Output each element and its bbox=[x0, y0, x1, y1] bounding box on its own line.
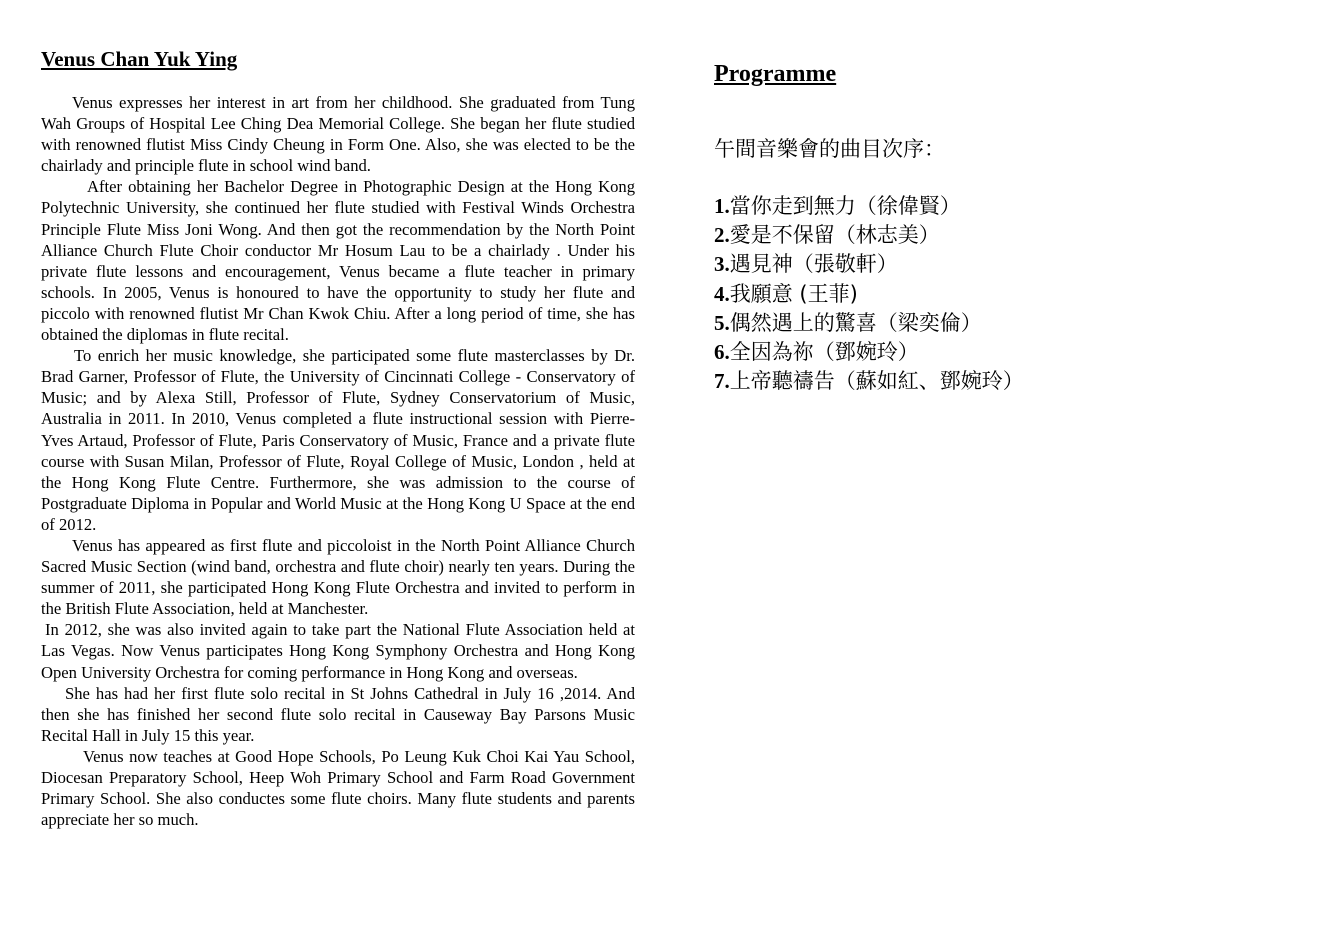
item-title: 我願意 (王菲) bbox=[729, 281, 858, 306]
item-title: 愛是不保留（林志美） bbox=[729, 223, 940, 248]
programme-item bbox=[714, 309, 1314, 338]
biography-section bbox=[41, 44, 635, 830]
item-number: 4. bbox=[714, 281, 730, 306]
bio-paragraph-2: After obtaining her Bachelor Degree in Photographic Design at the Hong Kong Polytechnic University, she continued her flute studied with Festival Winds Orchestra Principle Flute Miss Joni Wong. And then got the recommendation by the North Point Alliance Church Flute Choir conductor Mr Hosum Lau to be a chairlady . Under his private flute lessons and encouragement, Venus became a flute teacher in primary schools. In 2005, Venus is honoured to have the opportunity to study her flute and piccolo with renowned flutist Mr Chan Kwok Chiu. After a long period of time, she has obtained the diplomas in flute recital. bbox=[41, 177, 635, 345]
item-number: 2. bbox=[714, 223, 730, 248]
item-number: 7. bbox=[714, 369, 730, 394]
bio-paragraph-4: Venus has appeared as first flute and piccoloist in the North Point Alliance Church Sacred Music Section (wind band, orchestra and flute choir) nearly ten years. During the summer of 2011, she participated Hong Kong Flute Orchestra and invited to perform in the British Flute Association, held at Manchester. bbox=[41, 535, 635, 619]
biography-title: Venus Chan Yuk Ying bbox=[41, 47, 238, 71]
item-title: 偶然遇上的驚喜（梁奕倫） bbox=[729, 310, 982, 335]
programme-item bbox=[714, 250, 1314, 279]
item-number: 5. bbox=[714, 310, 730, 335]
programme-list bbox=[714, 192, 1314, 396]
bio-paragraph-5: In 2012, she was also invited again to take part the National Flute Association held at Las Vegas. Now Venus participates Hong Kong Symphony Orchestra and Hong Kong Open University Orchestra for coming performance in Hong Kong and overseas. bbox=[41, 620, 635, 682]
biography-body bbox=[41, 92, 635, 830]
programme-item bbox=[714, 367, 1314, 396]
programme-intro: 午間音樂會的曲目次序： bbox=[714, 137, 945, 161]
bio-paragraph-1: Venus expresses her interest in art from her childhood. She graduated from Tung Wah Groups of Hospital Lee Ching Dea Memorial College. She began her flute studied with renowned flutist Miss Cindy Cheung in Form One. Also, she was elected to be the chairlady and principle flute in school wind band. bbox=[41, 93, 635, 176]
programme-item bbox=[714, 280, 1314, 309]
bio-paragraph-7: Venus now teaches at Good Hope Schools, Po Leung Kuk Choi Kai Yau School, Diocesan Preparatory School, Heep Woh Primary School and Farm Road Government Primary School. She also conductes some flute choirs. Many flute students and parents appreciate her so much. bbox=[41, 746, 635, 830]
programme-item bbox=[714, 192, 1314, 221]
item-title: 遇見神（張敬軒） bbox=[729, 252, 898, 277]
item-title: 當你走到無力（徐偉賢） bbox=[729, 194, 961, 218]
item-number: 6. bbox=[714, 340, 730, 365]
bio-paragraph-6: She has had her first flute solo recital in St Johns Cathedral in July 16 ,2014. And then she has finished her second flute solo recital in Causeway Bay Parsons Music Recital Hall in July 15 this year. bbox=[41, 683, 635, 745]
programme-section bbox=[714, 58, 1314, 396]
item-title: 全因為祢（鄧婉玲） bbox=[729, 340, 919, 365]
programme-title: Programme bbox=[714, 61, 837, 87]
programme-item bbox=[714, 221, 1314, 250]
item-number: 1. bbox=[714, 194, 730, 218]
programme-item bbox=[714, 338, 1314, 367]
bio-paragraph-3: To enrich her music knowledge, she participated some flute masterclasses by Dr. Brad Garner, Professor of Flute, the University of Cincinnati College - Conservatory of Music; and by Alexa Still, Professor of Flute, Sydney Conservatorium of Music, Australia in 2011. In 2010, Venus completed a flute instructional session with Pierre- Yves Artaud, Professor of Flute, Paris Conservatory of Music, France and a private flute course with Susan Milan, Professor of Flute, Royal College of Music, London , held at the Hong Kong Flute Centre. Furthermore, she was admission to the course of Postgraduate Diploma in Popular and World Music at the Hong Kong U Space at the end of 2012. bbox=[41, 346, 635, 534]
item-title: 上帝聽禱告（蘇如紅、鄧婉玲） bbox=[729, 369, 1024, 394]
item-number: 3. bbox=[714, 252, 730, 277]
